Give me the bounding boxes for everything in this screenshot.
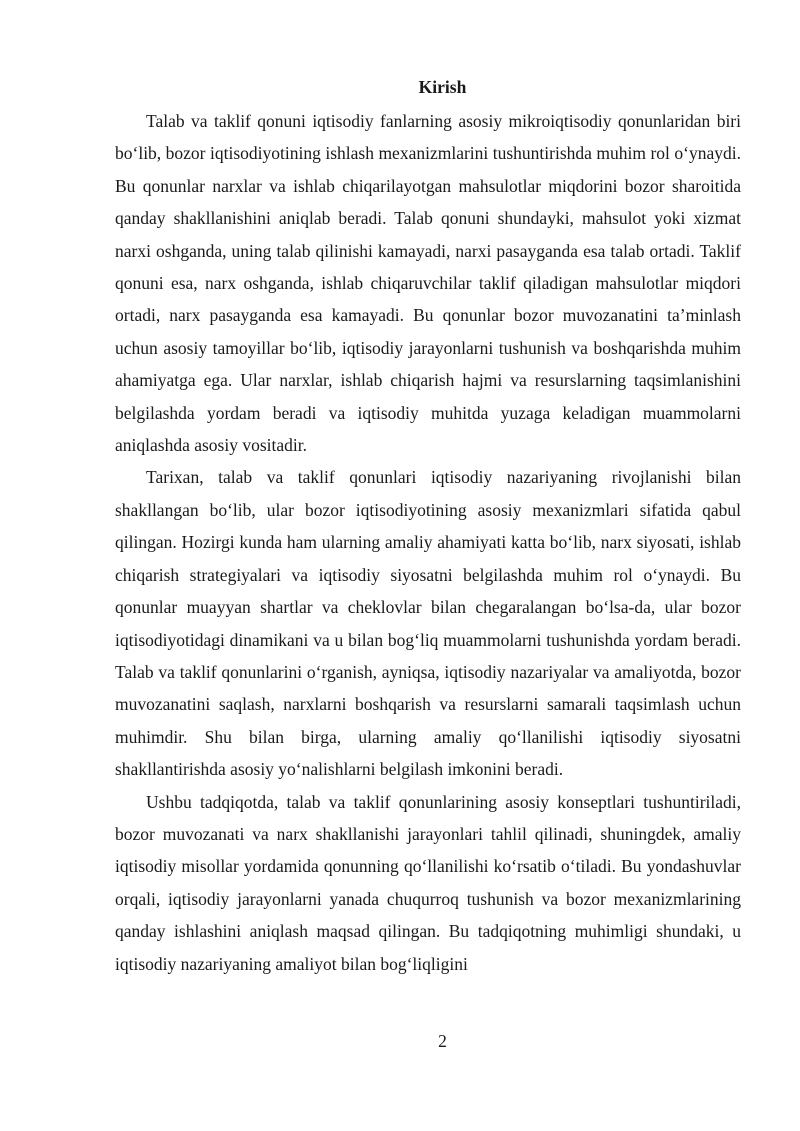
- page-number: 2: [438, 1031, 447, 1051]
- section-heading: Kirish: [418, 77, 467, 97]
- paragraph-2: Tarixan, talab va taklif qonunlari iqtisodiy nazariyaning rivojlanishi bilan shakllangan bo‘lib, ular bozor iqtisodiyotining asosiy mexanizmlari sifatida qabul qilingan. Hozirgi kunda ham ularning amaliy ahamiyati katta bo‘lib, narx siyosati, ishlab chiqarish strategiyalari va iqtisodiy siyosatni belgilashda muhim rol o‘ynaydi. Bu qonunlar muayyan shartlar va cheklovlar bilan chegaralangan bo‘lsa-da, ular bozor iqtisodiyotidagi dinamikani va u bilan bog‘liq muammolarni tushunishda yordam beradi. Talab va taklif qonunlarini o‘rganish, ayniqsa, iqtisodiy nazariyalar va amaliyotda, bozor muvozanatini saqlash, narxlarni boshqarish va resurslarni samarali taqsimlash uchun muhimdir. Shu bilan birga, ularning amaliy qo‘llanilishi iqtisodiy siyosatni shakllantirishda asosiy yo‘nalishlarni belgilash imkonini beradi.: [115, 467, 741, 780]
- paragraph-3: Ushbu tadqiqotda, talab va taklif qonunlarining asosiy konseptlari tushuntiriladi, bozor muvozanati va narx shakllanishi jarayonlari tahlil qilinadi, shuningdek, amaliy iqtisodiy misollar yordamida qonunning qo‘llanilishi ko‘rsatib o‘tiladi. Bu yondashuvlar orqali, iqtisodiy jarayonlarni yanada chuqurroq tushunish va bozor mexanizmlarining qanday ishlashini aniqlash maqsad qilingan. Bu tadqiqotning muhimligi shundaki, u iqtisodiy nazariyaning amaliyot bilan bog‘liqligini: [115, 791, 741, 974]
- body-text: [115, 105, 741, 980]
- paragraph-1: Talab va taklif qonuni iqtisodiy fanlarning asosiy mikroiqtisodiy qonunlaridan biri bo‘lib, bozor iqtisodiyotining ishlash mexanizmlarini tushuntirishda muhim rol o‘ynaydi. Bu qonunlar narxlar va ishlab chiqarilayotgan mahsulotlar miqdorini bozor sharoitida qanday shakllanishini aniqlab beradi. Talab qonuni shundayki, mahsulot yoki xizmat narxi oshganda, uning talab qilinishi kamayadi, narxi pasayganda esa talab ortadi. Taklif qonuni esa, narx oshganda, ishlab chiqaruvchilar taklif qiladigan mahsulotlar miqdori ortadi, narx pasayganda esa kamayadi. Bu qonunlar bozor muvozanatini ta’minlash uchun asosiy tamoyillar bo‘lib, iqtisodiy jarayonlarni tushunish va boshqarishda muhim ahamiyatga ega. Ular narxlar, ishlab chiqarish hajmi va resurslarning taqsimlanishini belgilashda yordam beradi va iqtisodiy muhitda yuzaga keladigan muammolarni aniqlashda asosiy vositadir.: [115, 111, 741, 456]
